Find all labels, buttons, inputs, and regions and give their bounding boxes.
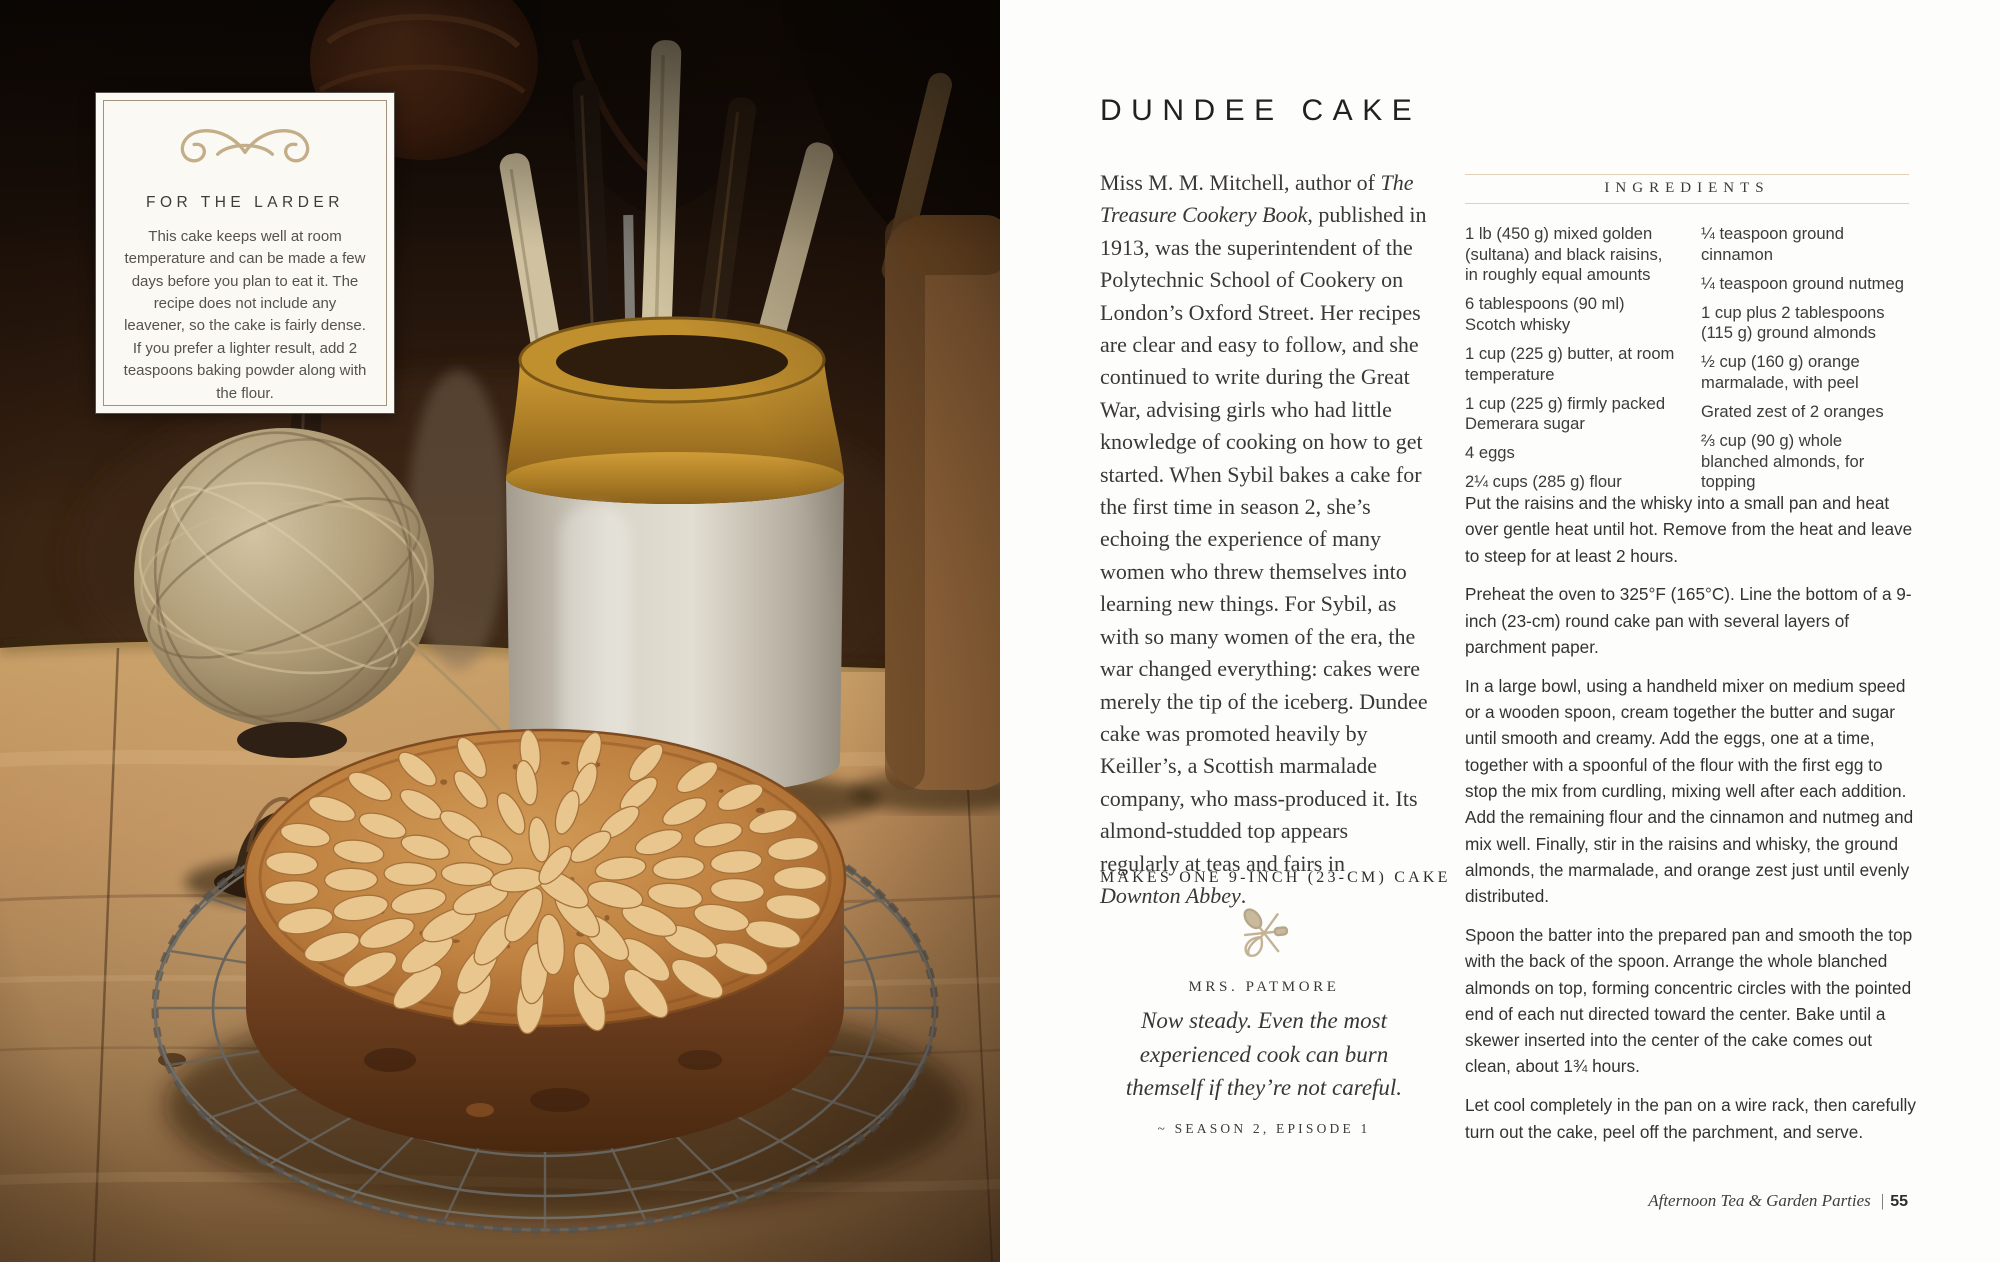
ingredient-item: 6 tablespoons (90 ml) Scotch whisky bbox=[1465, 294, 1625, 334]
recipe-title: DUNDEE CAKE bbox=[1100, 94, 1422, 127]
footer-page-number: 55 bbox=[1890, 1193, 1908, 1210]
ingredients-section bbox=[1465, 174, 1909, 502]
ingredient-item: 1 lb (450 g) mixed golden (sultana) and black raisins, in roughly equal amounts bbox=[1465, 224, 1663, 285]
ingredient-item: 2¼ cups (285 g) flour bbox=[1465, 472, 1622, 492]
method-paragraph: Let cool completely in the pan on a wire rack, then carefully turn out the cake, peel off the parchment, and serve. bbox=[1465, 1095, 1916, 1142]
ingredient-item: 1 cup (225 g) butter, at room temperature bbox=[1465, 343, 1675, 384]
ingredient-item: ⅔ cup (90 g) whole blanched almonds, for topping bbox=[1701, 431, 1865, 492]
ingredient-item: Grated zest of 2 oranges bbox=[1701, 402, 1884, 422]
larder-note-box bbox=[95, 92, 395, 414]
method-paragraphs bbox=[1465, 490, 1917, 1157]
ingredients-heading: INGREDIENTS bbox=[1465, 174, 1909, 204]
ingredient-item: ½ cup (160 g) orange marmalade, with peel bbox=[1701, 352, 1860, 393]
quote-attribution: MRS. PATMORE bbox=[1188, 979, 1340, 995]
larder-note-inner bbox=[103, 100, 387, 406]
ingredients-left-column bbox=[1465, 224, 1677, 502]
larder-heading: FOR THE LARDER bbox=[146, 193, 344, 211]
ingredient-item: ¼ teaspoon ground cinnamon bbox=[1701, 224, 1845, 264]
method-paragraph: Put the raisins and the whisky into a small pan and heat over gentle heat until hot. Remove from the heat and leave to steep for at least 2 hours. bbox=[1465, 493, 1913, 566]
yield-line: MAKES ONE 9-INCH (23-CM) CAKE bbox=[1100, 869, 1451, 886]
crossed-utensils-icon bbox=[1235, 902, 1293, 964]
method-paragraph: Spoon the batter into the prepared pan and smooth the top with the back of the spoon. Arrange the whole blanched almonds on top, forming concentric circles with the pointed end of each nut directed toward the center. Bake until a skewer inserted into the center of the cake comes out clean, about 1¾ hours. bbox=[1465, 924, 1913, 1077]
quote-text: Now steady. Even the most experienced cook can burn themself if they’re not careful. bbox=[1125, 1008, 1403, 1100]
recipe-page bbox=[1000, 0, 2000, 1262]
ingredient-item: 4 eggs bbox=[1465, 443, 1515, 463]
ingredient-item: ¼ teaspoon ground nutmeg bbox=[1701, 273, 1904, 293]
quote-source: ~ SEASON 2, EPISODE 1 bbox=[1157, 1120, 1371, 1136]
method-paragraph: Preheat the oven to 325°F (165°C). Line the bottom of a 9-inch (23-cm) round cake pan with several layers of parchment paper. bbox=[1465, 584, 1912, 657]
scroll-flourish-icon bbox=[122, 121, 368, 176]
larder-body-text: This cake keeps well at room temperature and can be made a few days before you plan to eat it. The recipe does not include any leavener, so the cake is fairly dense. If you prefer a lighter result, add 2 teaspoons baking powder along with the flour. bbox=[123, 227, 367, 402]
footer-divider: | bbox=[1880, 1191, 1885, 1210]
footer-section-title: Afternoon Tea & Garden Parties bbox=[1648, 1191, 1871, 1210]
intro-paragraph: Miss M. M. Mitchell, author of The Treasure Cookery Book, published in 1913, was the superintendent of the Polytechnic School of Cookery on London’s Oxford Street. Her recipes are clear and easy to follow, and she continued to write during the Great War, advising girls who had little knowledge of cooking on how to get started. When Sybil bakes a cake for the first time in season 2, she’s echoing the experience of many women who threw themselves into learning new things. For Sybil, as with so many women of the era, the war changed everything: cakes were merely the tip of the iceberg. Dundee cake was promoted heavily by Keiller’s, a Scottish marmalade company, who mass-produced it. Its almond-studded top appears regularly at teas and fairs in Downton Abbey. bbox=[1100, 170, 1428, 908]
ingredient-columns bbox=[1465, 224, 1909, 502]
character-quote-block bbox=[1100, 902, 1428, 1137]
ingredient-item: 1 cup plus 2 tablespoons (115 g) ground almonds bbox=[1701, 302, 1885, 343]
method-paragraph: In a large bowl, using a handheld mixer on medium speed or a wooden spoon, cream together the butter and sugar until smooth and creamy. Add the eggs, one at a time, together with a spoonful of the flour with the first egg to stop the mix from curdling, mixing well after each addition. Add the remaining flour and the cinnamon and nutmeg and mix well. Finally, stir in the raisins and whisky, the ground almonds, the marmalade, and orange zest just until evenly distributed. bbox=[1465, 675, 1914, 907]
ingredient-item: 1 cup (225 g) firmly packed Demerara sugar bbox=[1465, 393, 1666, 434]
ingredients-right-column bbox=[1701, 224, 1909, 502]
page-footer bbox=[1648, 1191, 1908, 1211]
